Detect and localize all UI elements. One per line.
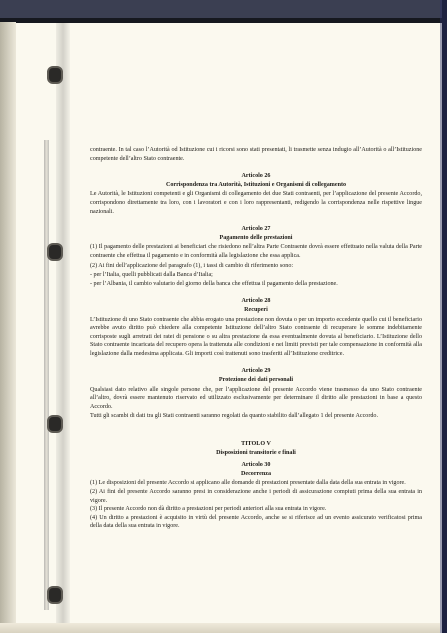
article-28-title: Recuperi — [244, 306, 268, 313]
article-29-paragraph-2: Tutti gli scambi di dati tra gli Stati contraenti saranno regolati da quanto stabilito dall’allegato 1 del presente Accordo. — [90, 413, 378, 420]
page-bottom-edge — [0, 623, 440, 633]
article-30-paragraph-3: (3) Il presente Accordo non dà diritto a prestazioni per periodi anteriori alla sua entrata in vigore. — [90, 506, 327, 513]
article-26-number: Articolo 26 — [241, 173, 271, 180]
article-28-paragraph: L’Istituzione di uno Stato contraente che abbia erogato una prestazione non dovuta o per un importo eccedente quello cui il beneficiario avrebbe avuto diritto può chiedere alla competente Istituzione dell’altro Stato contraente di recuperare le somme indebitamente corrisposte sugli arretrati dei ratei di pensione o su altra prestazione da essa eventualmente dovuta al beneficiario. L’Istituzione dello Stato contraente incaricata del recupero opera la trattenuta alle condizioni e nei limiti previsti per tale compensazione in conformità alla legislazione dalla medesima applicata. Gli importi così trattenuti sono trasferiti all’Istituzione creditrice. — [90, 316, 422, 357]
article-30-title: Decorrenza — [240, 470, 271, 477]
titolo-heading: TITOLO V — [241, 441, 271, 448]
binder-ring — [47, 586, 63, 604]
article-27-list-item-italy: - per l’Italia, quelli pubblicati dalla Banca d’Italia; — [90, 272, 213, 279]
article-30-paragraph-4: (4) Un diritto a prestazioni è acquisito in virtù del presente Accordo, anche se si riferisce ad un evento assicurato verificatosi prima della data della sua entrata in vigore. — [90, 514, 422, 530]
article-29-paragraph-1: Qualsiasi dato relativo alle singole persone che, per l’applicazione del presente Accordo viene trasmesso da uno Stato contraente all’altro, dovrà essere mantenuto riservato ed utilizzato esclusivamente per determinare il diritto alle prestazioni in base a questo Accordo. — [90, 386, 422, 410]
article-30-paragraph-1: (1) Le disposizioni del presente Accordo si applicano alle domande di prestazioni presentate dalla data della sua entrata in vigore. — [90, 480, 406, 487]
article-30-number: Articolo 30 — [241, 462, 271, 469]
article-27-number: Articolo 27 — [241, 226, 271, 233]
document-body — [90, 146, 422, 531]
binder-spine — [44, 140, 49, 610]
article-26-title: Corrispondenza tra Autorità, Istituzioni e Organismi di collegamento — [165, 181, 347, 188]
titolo-subheading: Disposizioni transitorie e finali — [216, 449, 296, 456]
article-26-paragraph: Le Autorità, le Istituzioni competenti e gli Organismi di collegamento dei due Stati contraenti, per l’applicazione del presente Accordo, corrispondono direttamente tra loro, con i lavoratori e con i loro rappresentanti, redigendo la corrispondenza nelle rispettive lingue nazionali. — [90, 191, 422, 215]
page-fold — [56, 22, 70, 633]
article-29-number: Articolo 29 — [241, 368, 271, 375]
article-27-paragraph-1: (1) Il pagamento delle prestazioni ai beneficiari che risiedono nell’altra Parte Contraente dovrà essere effettuato nella valuta della Parte contraente che effettua il pagamento e in conformità alla legislazione che essa applica. — [90, 244, 422, 259]
scan-right-edge — [442, 0, 447, 633]
article-27-paragraph-2: (2) Ai fini dell’applicazione del paragrafo (1), i tassi di cambio di riferimento sono: — [90, 262, 294, 269]
article-28-number: Articolo 28 — [241, 298, 271, 305]
article-27-title: Pagamento delle prestazioni — [219, 234, 293, 241]
article-30-paragraph-2: (2) Ai fini del presente Accordo saranno presi in considerazione anche i periodi di assicurazione compiuti prima della sua entrata in vigore. — [90, 489, 422, 504]
intro-paragraph: contraente. In tal caso l’Autorità od Istituzione cui i ricorsi sono stati presentati, li trasmette senza indugio all’Autorità o all’Istituzione competente dell’altro Stato contraente. — [90, 147, 422, 162]
article-27-list-item-albania: - per l’Albania, il cambio valutario del giorno della banca che effettua il pagamento della prestazione. — [90, 280, 338, 287]
article-29-title: Protezione dei dati personali — [218, 377, 294, 384]
binder-ring — [47, 415, 63, 433]
binder-ring — [47, 66, 63, 84]
binder-ring — [47, 243, 63, 261]
page-left-shadow — [0, 22, 16, 633]
